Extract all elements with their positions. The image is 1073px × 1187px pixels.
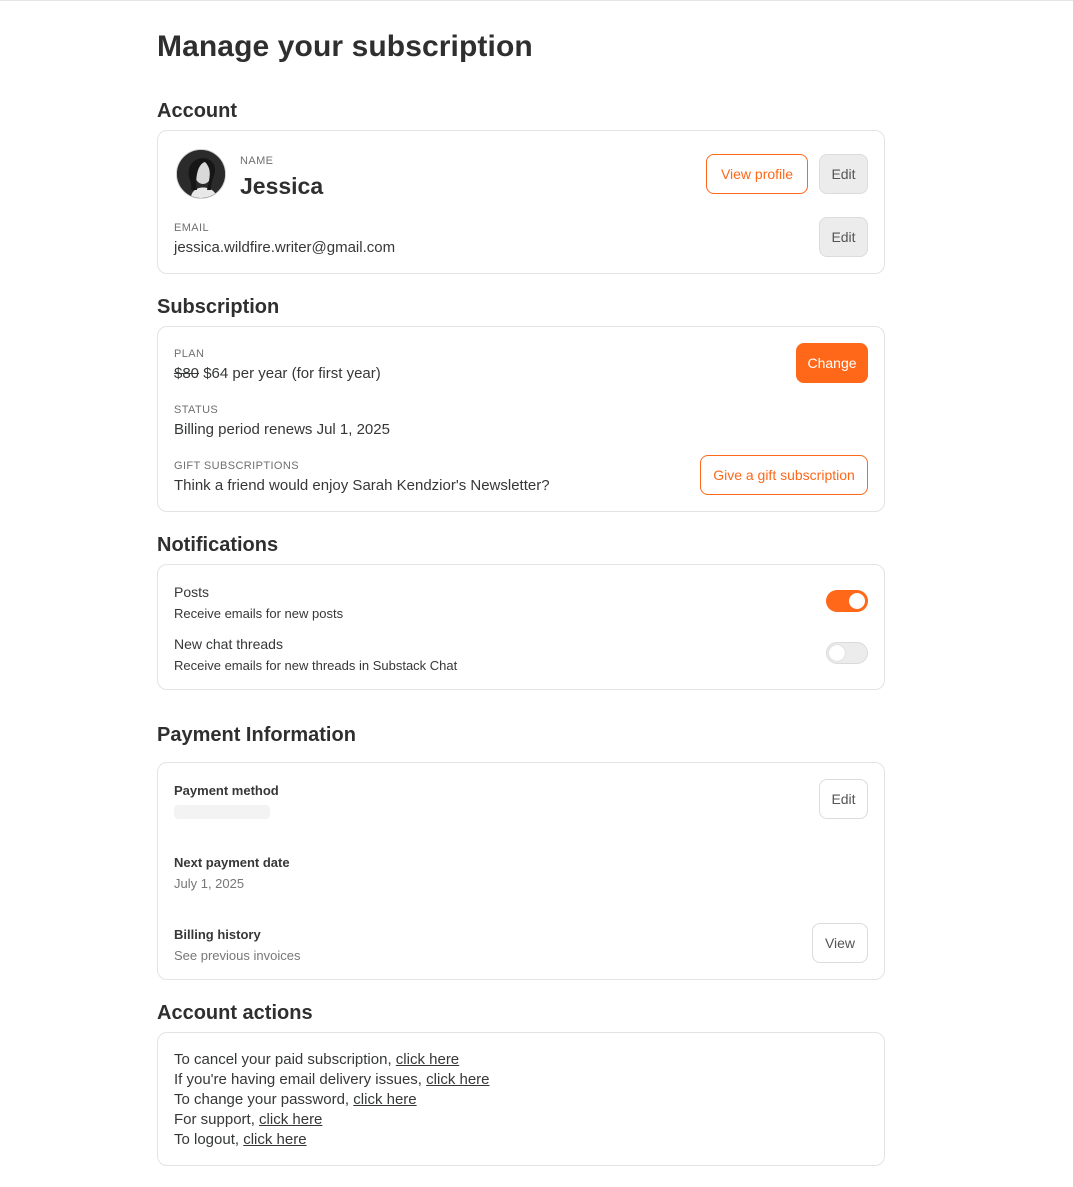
toggle-knob (829, 645, 845, 661)
edit-name-button[interactable]: Edit (819, 154, 868, 194)
next-payment-date: July 1, 2025 (174, 876, 245, 891)
action-logout (174, 1130, 490, 1150)
status-value: Billing period renews Jul 1, 2025 (174, 421, 390, 438)
plan-label: PLAN (174, 348, 205, 360)
view-billing-button[interactable]: View (812, 923, 868, 963)
top-divider (0, 0, 1073, 1)
give-gift-button[interactable]: Give a gift subscription (700, 455, 868, 495)
old-price: $80 (174, 365, 200, 382)
account-name: Jessica (240, 173, 324, 199)
next-payment-label: Next payment date (174, 855, 290, 870)
payment-method-redacted (174, 805, 270, 819)
action-text: For support, (174, 1111, 255, 1128)
gift-value: Think a friend would enjoy Sarah Kendzior's Newsletter? (174, 477, 550, 494)
action-text: To change your password, (174, 1091, 350, 1108)
cancel-subscription-link[interactable]: click here (395, 1051, 460, 1068)
notif-chat-desc: Receive emails for new threads in Substack Chat (174, 658, 458, 673)
avatar-image (177, 150, 225, 198)
change-password-link[interactable]: click here (353, 1091, 417, 1108)
logout-link[interactable]: click here (243, 1131, 307, 1148)
account-heading: Account (157, 100, 237, 122)
view-profile-button[interactable]: View profile (706, 154, 808, 194)
notif-posts-desc: Receive emails for new posts (174, 606, 344, 621)
action-password (174, 1090, 490, 1110)
payment-method-label: Payment method (174, 783, 279, 798)
posts-toggle[interactable] (826, 590, 868, 612)
gift-label: GIFT SUBSCRIPTIONS (174, 460, 299, 472)
payment-heading: Payment Information (157, 724, 356, 746)
support-link[interactable]: click here (259, 1111, 323, 1128)
name-label: NAME (240, 155, 274, 167)
actions-list (174, 1050, 490, 1150)
email-label: EMAIL (174, 222, 210, 234)
action-support (174, 1110, 490, 1130)
subscription-card (157, 326, 885, 512)
subscription-heading: Subscription (157, 296, 280, 318)
account-actions-heading: Account actions (157, 1002, 313, 1024)
payment-card (157, 762, 885, 980)
action-text: If you're having email delivery issues, (174, 1071, 422, 1088)
plan-value (174, 365, 381, 382)
billing-history-label: Billing history (174, 927, 261, 942)
notifications-card (157, 564, 885, 690)
account-card (157, 130, 885, 274)
action-text: To cancel your paid subscription, (174, 1051, 392, 1068)
change-plan-button[interactable]: Change (796, 343, 868, 383)
notif-chat-title: New chat threads (174, 636, 283, 652)
edit-payment-button[interactable]: Edit (819, 779, 868, 819)
avatar (176, 149, 226, 199)
notifications-heading: Notifications (157, 534, 279, 556)
email-issues-link[interactable]: click here (426, 1071, 490, 1088)
action-text: To logout, (174, 1131, 240, 1148)
page-title: Manage your subscription (157, 30, 533, 63)
toggle-knob (849, 593, 865, 609)
notif-posts-title: Posts (174, 584, 210, 600)
action-email-issues (174, 1070, 490, 1090)
billing-history-sub: See previous invoices (174, 948, 301, 963)
account-email: jessica.wildfire.writer@gmail.com (174, 239, 396, 256)
account-actions-card (157, 1032, 885, 1166)
chat-threads-toggle[interactable] (826, 642, 868, 664)
plan-price: $64 per year (for first year) (203, 365, 381, 382)
edit-email-button[interactable]: Edit (819, 217, 868, 257)
status-label: STATUS (174, 404, 219, 416)
action-cancel (174, 1050, 490, 1070)
